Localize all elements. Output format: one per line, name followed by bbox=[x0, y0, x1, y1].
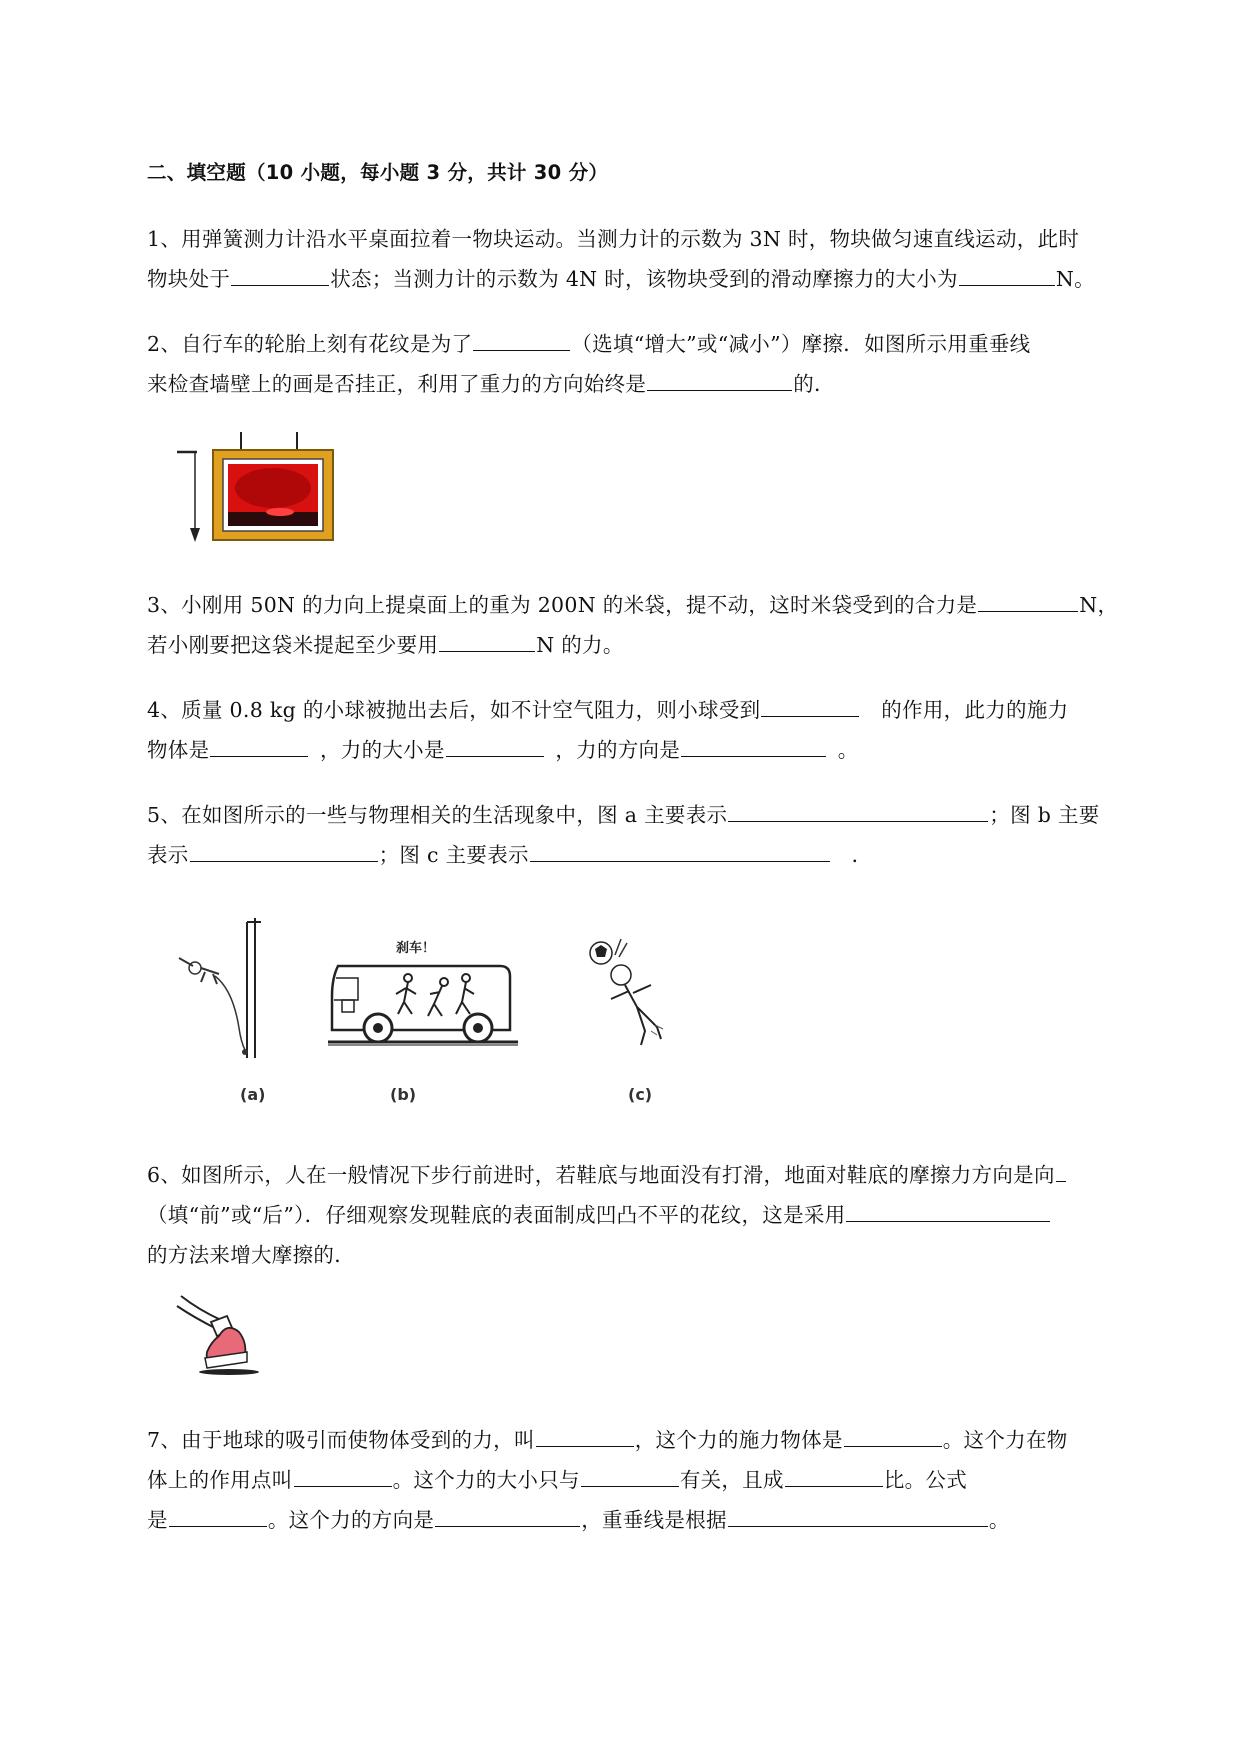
q2-line-2 bbox=[147, 367, 835, 397]
q7-text-a: 7、由于地球的吸引而使物体受到的力，叫 bbox=[147, 1428, 535, 1452]
q1-text-c: N。 bbox=[1055, 267, 1095, 291]
q6-line-2 bbox=[147, 1198, 1051, 1228]
q5-text-c: 表示 bbox=[147, 843, 189, 867]
q7-text-i: 。这个力的方向是 bbox=[267, 1508, 435, 1532]
q7-blank-1[interactable] bbox=[536, 1428, 634, 1447]
q3-text-a: 3、小刚用 50N 的力向上提桌面上的重为 200N 的米袋，提不动，这时米袋受到的合力是 bbox=[147, 593, 978, 617]
q1-line-2 bbox=[147, 262, 1095, 292]
q7-text-b: ，这个力的施力物体是 bbox=[634, 1428, 843, 1452]
q7-blank-6[interactable] bbox=[169, 1508, 267, 1527]
figure-b-caption: (b) bbox=[390, 1085, 417, 1104]
q6-line-3: 的方法来增大摩擦的． bbox=[147, 1243, 355, 1267]
q1-text-a: 物块处于 bbox=[147, 267, 231, 291]
q7-text-g: 比。公式 bbox=[883, 1468, 968, 1492]
q3-line-1 bbox=[147, 588, 1118, 618]
q6-text-a: 6、如图所示，人在一般情况下步行前进时，若鞋底与地面没有打滑，地面对鞋底的摩擦力方向是向 bbox=[147, 1163, 1055, 1187]
q7-line-1 bbox=[147, 1423, 1068, 1453]
q6-blank-2[interactable] bbox=[846, 1203, 1050, 1222]
q1-text-b: 状态；当测力计的示数为 4N 时，该物块受到的滑动摩擦力的大小为 bbox=[330, 267, 958, 291]
plumb-line-picture-figure bbox=[175, 432, 345, 550]
q4-text-e: ，力的方向是 bbox=[555, 738, 681, 762]
q4-text-c: 物体是 bbox=[147, 738, 210, 762]
q5-text-d: ；图 c 主要表示 bbox=[378, 843, 529, 867]
figure-b-brake-label: 刹车！ bbox=[396, 941, 436, 956]
q7-text-c: 。这个力在物 bbox=[942, 1428, 1068, 1452]
q3-text-b: N， bbox=[1079, 593, 1119, 617]
q4-blank-3[interactable] bbox=[446, 738, 544, 757]
q3-blank-1[interactable] bbox=[978, 593, 1078, 612]
q5-blank-1[interactable] bbox=[728, 803, 988, 822]
q4-line-1 bbox=[147, 693, 1068, 723]
q5-line-2 bbox=[147, 838, 872, 868]
q3-line-2 bbox=[147, 628, 624, 658]
q7-text-j: ，重垂线是根据 bbox=[581, 1508, 727, 1532]
q4-blank-4[interactable] bbox=[681, 738, 826, 757]
q2-text-a: 2、自行车的轮胎上刻有花纹是为了 bbox=[147, 332, 473, 356]
q7-blank-4[interactable] bbox=[581, 1468, 679, 1487]
q3-text-d: N 的力。 bbox=[536, 633, 624, 657]
q1-blank-1[interactable] bbox=[231, 267, 329, 286]
q4-text-d: ，力的大小是 bbox=[319, 738, 445, 762]
q5-text-a: 5、在如图所示的一些与物理相关的生活现象中，图 a 主要表示 bbox=[147, 803, 728, 827]
q5-blank-3[interactable] bbox=[530, 843, 830, 862]
q7-blank-3[interactable] bbox=[294, 1468, 392, 1487]
q2-text-c: 来检查墙壁上的画是否挂正，利用了重力的方向始终是 bbox=[147, 372, 647, 396]
q4-text-b: 的作用，此力的施力 bbox=[881, 698, 1069, 722]
q2-text-d: 的． bbox=[793, 372, 835, 396]
q7-text-k: 。 bbox=[988, 1508, 1010, 1532]
q7-text-e: 。这个力的大小只与 bbox=[392, 1468, 580, 1492]
figure-c-football-illustration bbox=[585, 935, 685, 1055]
q1-line-1: 1、用弹簧测力计沿水平桌面拉着一物块运动。当测力计的示数为 3N 时，物块做匀速直线运动，此时 bbox=[147, 227, 1080, 251]
q5-blank-2[interactable] bbox=[190, 843, 378, 862]
q7-line-2 bbox=[147, 1463, 967, 1493]
q7-blank-5[interactable] bbox=[785, 1468, 883, 1487]
q5-text-b: ；图 b 主要 bbox=[989, 803, 1100, 827]
q3-blank-2[interactable] bbox=[439, 633, 535, 652]
q2-line-1 bbox=[147, 327, 1030, 357]
figure-b-bus-illustration bbox=[328, 938, 518, 1046]
section-title: 二、填空题（10 小题，每小题 3 分，共计 30 分） bbox=[147, 161, 609, 184]
figure-a-illustration bbox=[175, 918, 275, 1060]
q3-text-c: 若小刚要把这袋米提起至少要用 bbox=[147, 633, 439, 657]
q6-blank-1[interactable] bbox=[1056, 1163, 1066, 1182]
q2-text-b: （选填“增大”或“减小”）摩擦．如图所示用重垂线 bbox=[571, 332, 1031, 356]
q2-blank-2[interactable] bbox=[647, 372, 792, 391]
q7-blank-2[interactable] bbox=[844, 1428, 942, 1447]
q6-line-1 bbox=[147, 1158, 1067, 1188]
q1-blank-2[interactable] bbox=[959, 267, 1055, 286]
q4-line-2 bbox=[147, 733, 859, 763]
q4-text-a: 4、质量 0.8 kg 的小球被抛出去后，如不计空气阻力，则小球受到 bbox=[147, 698, 761, 722]
q7-blank-8[interactable] bbox=[728, 1508, 988, 1527]
q7-blank-7[interactable] bbox=[435, 1508, 580, 1527]
q2-blank-1[interactable] bbox=[473, 332, 570, 351]
walking-shoe-figure bbox=[175, 1292, 267, 1380]
q7-text-h: 是 bbox=[147, 1508, 168, 1532]
figure-a-caption: (a) bbox=[240, 1085, 266, 1104]
q7-text-f: 有关，且成 bbox=[679, 1468, 784, 1492]
q4-blank-2[interactable] bbox=[210, 738, 308, 757]
q5-line-1 bbox=[147, 798, 1100, 828]
q4-blank-1[interactable] bbox=[761, 698, 859, 717]
q4-text-f: 。 bbox=[837, 738, 859, 762]
q7-text-d: 体上的作用点叫 bbox=[147, 1468, 293, 1492]
figure-c-caption: (c) bbox=[628, 1085, 653, 1104]
q7-line-3 bbox=[147, 1503, 1010, 1533]
q6-text-b: （填“前”或“后”）．仔细观察发现鞋底的表面制成凹凸不平的花纹，这是采用 bbox=[147, 1203, 846, 1227]
q5-text-e: ． bbox=[851, 843, 873, 867]
